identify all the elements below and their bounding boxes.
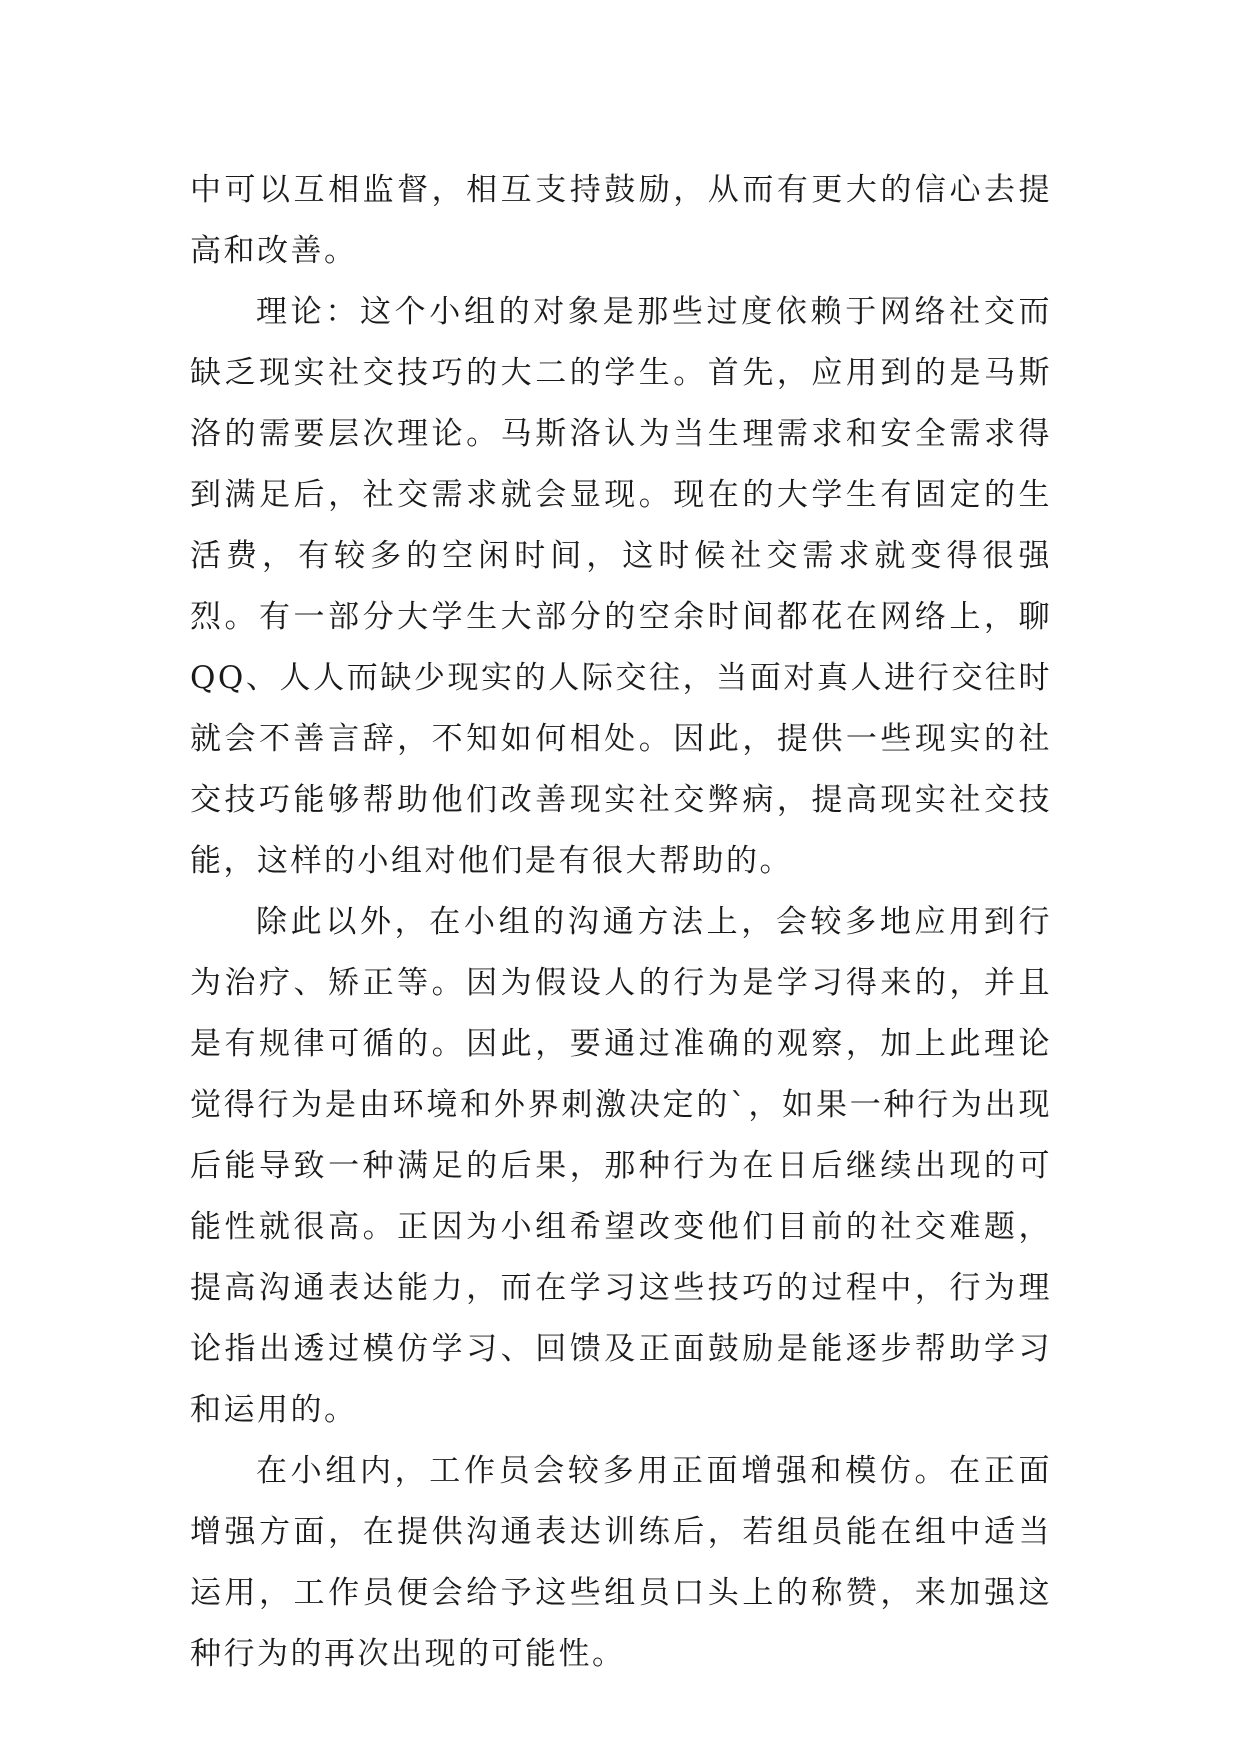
paragraph-positive-reinforcement: 在小组内，工作员会较多用正面增强和模仿。在正面增强方面，在提供沟通表达训练后，若组员能在组中适当运用，工作员便会给予这些组员口头上的称赞，来加强这种行为的再次出现的可能性。 [190,1453,1052,1672]
document-body [190,160,1052,1685]
paragraph-behavior-therapy: 除此以外，在小组的沟通方法上，会较多地应用到行为治疗、矫正等。因为假设人的行为是学习得来的，并且是有规律可循的。因此，要通过准确的观察，加上此理论觉得行为是由环境和外界刺激决定的`，如果一种行为出现后能导致一种满足的后果，那种行为在日后继续出现的可能性就很高。正因为小组希望改变他们目前的社交难题，提高沟通表达能力，而在学习这些技巧的过程中，行为理论指出透过模仿学习、回馈及正面鼓励是能逐步帮助学习和运用的。 [190,904,1052,1428]
paragraph-continuation: 中可以互相监督，相互支持鼓励，从而有更大的信心去提高和改善。 [190,172,1052,269]
paragraph-theory: 理论：这个小组的对象是那些过度依赖于网络社交而缺乏现实社交技巧的大二的学生。首先，应用到的是马斯洛的需要层次理论。马斯洛认为当生理需求和安全需求得到满足后，社交需求就会显现。现在的大学生有固定的生活费，有较多的空闲时间，这时候社交需求就变得很强烈。有一部分大学生大部分的空余时间都花在网络上，聊QQ、人人而缺少现实的人际交往，当面对真人进行交往时就会不善言辞，不知如何相处。因此，提供一些现实的社交技巧能够帮助他们改善现实社交弊病，提高现实社交技能，这样的小组对他们是有很大帮助的。 [190,294,1052,879]
